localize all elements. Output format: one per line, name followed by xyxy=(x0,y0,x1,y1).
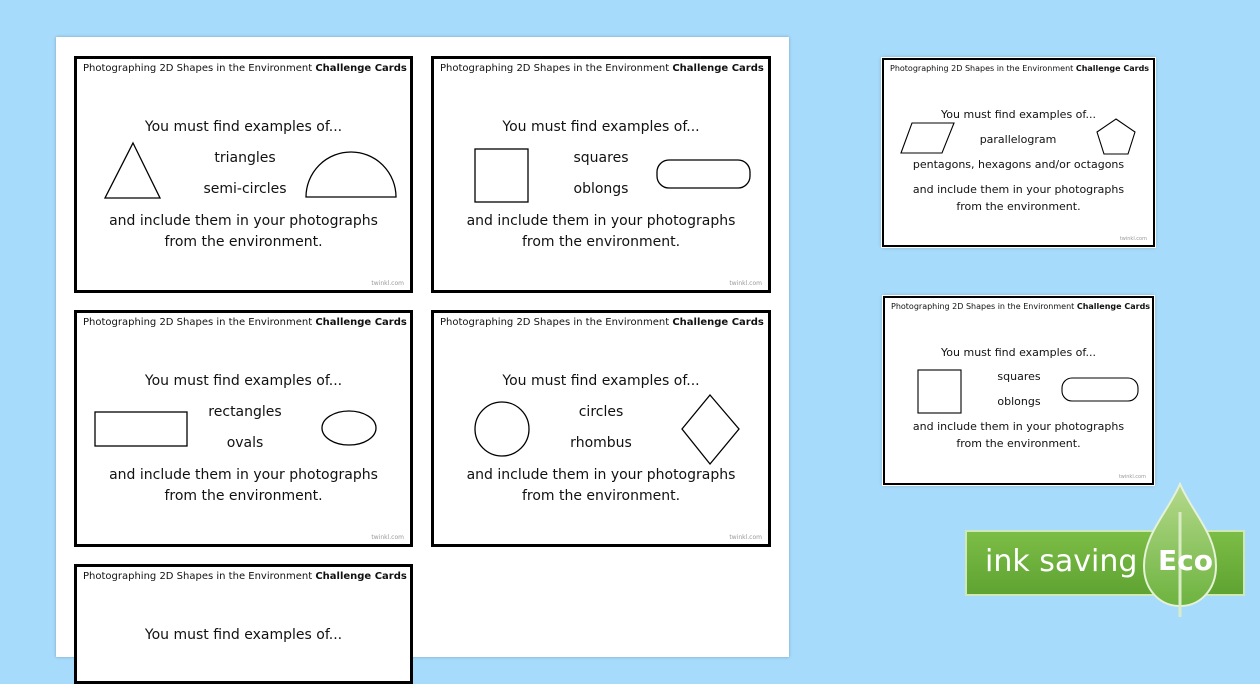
card-closing-2: from the environment. xyxy=(521,234,681,250)
parallelogram-shape xyxy=(900,122,956,156)
card-header: Photographing 2D Shapes in the Environment Challenge Cards xyxy=(83,317,407,328)
ink-saving-text: ink saving xyxy=(985,544,1138,579)
card-prompt: You must find examples of... xyxy=(941,108,1096,121)
card-footer: twinkl.com xyxy=(1118,474,1146,480)
triangle-shape xyxy=(103,141,163,201)
card-closing-2: from the environment. xyxy=(956,437,1081,450)
shape-word-2: oblongs xyxy=(573,181,629,197)
shape-word-2: semi-circles xyxy=(203,181,287,197)
card-prompt: You must find examples of... xyxy=(144,627,343,643)
card-header: Photographing 2D Shapes in the Environment Challenge Cards xyxy=(890,64,1150,73)
card-closing-2: from the environment. xyxy=(521,488,681,504)
preview-card-parallelogram[interactable] xyxy=(882,58,1155,247)
shape-word-2: rhombus xyxy=(570,435,632,451)
card-prompt: You must find examples of... xyxy=(502,119,700,135)
card-footer: twinkl.com xyxy=(729,280,762,287)
card-header: Photographing 2D Shapes in the Environment Challenge Cards xyxy=(440,317,764,328)
shape-word-2: ovals xyxy=(226,435,264,451)
shape-word-1: triangles xyxy=(214,150,276,166)
shape-word-1: rectangles xyxy=(208,404,282,420)
card-prompt: You must find examples of... xyxy=(144,373,343,389)
card-header: Photographing 2D Shapes in the Environment Challenge Cards xyxy=(440,63,764,74)
card-prompt: You must find examples of... xyxy=(941,346,1096,359)
shape-word-1: squares xyxy=(573,150,629,166)
card-footer: twinkl.com xyxy=(1119,236,1147,242)
card-footer: twinkl.com xyxy=(371,280,404,287)
shape-word-2: oblongs xyxy=(997,395,1041,408)
card-prompt: You must find examples of... xyxy=(502,373,700,389)
rectangle-shape xyxy=(94,411,190,449)
challenge-card-triangles xyxy=(74,56,413,293)
card-closing-1: and include them in your photographs xyxy=(912,420,1125,433)
card-closing-1: and include them in your photographs xyxy=(109,467,378,483)
challenge-card-circles xyxy=(431,310,771,547)
shape-word-2: pentagons, hexagons and/or octagons xyxy=(912,158,1125,171)
card-header: Photographing 2D Shapes in the Environment Challenge Cards xyxy=(83,63,407,74)
card-closing-2: from the environment. xyxy=(956,200,1081,213)
card-closing-1: and include them in your photographs xyxy=(466,467,736,483)
card-closing-1: and include them in your photographs xyxy=(109,213,378,229)
card-closing-1: and include them in your photographs xyxy=(912,183,1125,196)
card-header: Photographing 2D Shapes in the Environment Challenge Cards xyxy=(83,571,407,582)
card-footer: twinkl.com xyxy=(729,534,762,541)
preview-card-squares[interactable] xyxy=(883,296,1154,485)
challenge-card-partial xyxy=(74,564,413,684)
card-prompt: You must find examples of... xyxy=(144,119,343,135)
card-closing-2: from the environment. xyxy=(164,488,323,504)
rhombus-shape xyxy=(680,393,742,467)
challenge-card-squares xyxy=(431,56,771,293)
card-header: Photographing 2D Shapes in the Environment Challenge Cards xyxy=(891,302,1151,311)
circle-shape xyxy=(474,401,532,459)
square-shape xyxy=(474,148,530,204)
oval-shape xyxy=(321,410,379,448)
shape-word-1: squares xyxy=(997,370,1041,383)
shape-word-1: parallelogram xyxy=(979,133,1057,146)
semicircle-shape xyxy=(305,151,397,199)
oblong-shape xyxy=(656,159,752,191)
pentagon-shape xyxy=(1096,118,1138,156)
shape-word-1: circles xyxy=(578,404,624,420)
card-footer: twinkl.com xyxy=(371,534,404,541)
eco-label: Eco xyxy=(1158,544,1213,577)
square-shape xyxy=(917,369,963,415)
challenge-card-rectangles xyxy=(74,310,413,547)
card-closing-1: and include them in your photographs xyxy=(466,213,736,229)
oblong-shape xyxy=(1061,377,1141,403)
card-closing-2: from the environment. xyxy=(164,234,323,250)
